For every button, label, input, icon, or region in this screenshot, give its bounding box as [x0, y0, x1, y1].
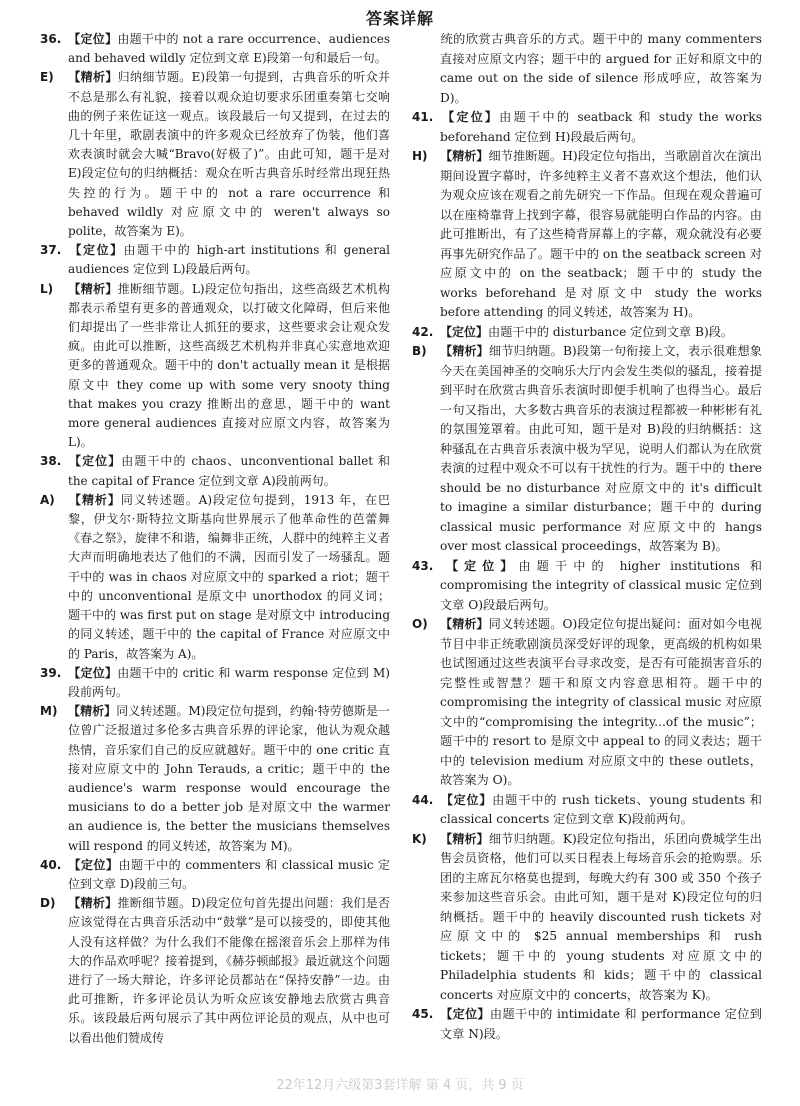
answer-entry: [40, 664, 390, 702]
left-column: [40, 30, 390, 1048]
entry-text: 由题干中的 seatback 和 study the works beforehand 定位到 H)段最后两句。: [440, 110, 762, 144]
entry-tag: 【精析】: [440, 344, 489, 358]
entry-text: 由题干中的 commenters 和 classical music 定位到文章 D)段前三句。: [68, 857, 390, 891]
entry-tag: 【定位】: [68, 454, 122, 469]
entry-label: H): [412, 149, 428, 163]
entry-text: 由题干中的 critic 和 warm response 定位到 M)段前两句。: [68, 665, 390, 699]
entry-label: O): [412, 617, 428, 631]
entry-text: 由题干中的 intimidate 和 performance 定位到文章 N)段。: [440, 1007, 762, 1041]
entry-text: 细节推断题。H)段定位句指出，当歌剧首次在演出期间设置字幕时，许多纯粹主义者不喜欢这个想法，他们认为观众应该在观看之前先研究一下作品。但现在观众普遍可以在座椅靠背上找到字幕，很容易就能明白作品的内容。由此可推断出，有了这些椅背屏幕上的字幕，观众就没有必要再事先研究作品了。题干中的 on the seatback screen 对应原文中的 on the seatback；题干中的 study the works beforehand 是对原文中 study the works before attending 的同义转述，故答案为 H)。: [440, 149, 762, 319]
page-footer: 22年12月六级第3套详解 第 4 页，共 9 页: [276, 1078, 524, 1093]
entry-text: 推断细节题。D)段定位句首先提出问题：我们是否应该觉得在古典音乐活动中“鼓掌”是可以接受的，即使其他人没有这样做？为什么我们不能像在摇滚音乐会上那样为伟大的作品欢呼呢？接着提到，《赫芬顿邮报》最近就这个问题进行了一场大辩论，许多评论员都站在“保持安静”一边。由此可推断，许多评论员认为听众应该安静地去欣赏古典音乐。该段最后两句展示了其中两位评论员的观点，从中也可以看出他们赞成传: [68, 896, 390, 1045]
right-column: [412, 30, 762, 1044]
entry-label: E): [40, 70, 54, 85]
answer-entry: [40, 491, 390, 664]
entry-label: D): [40, 896, 56, 911]
entry-label: 44.: [412, 792, 434, 807]
entry-tag: 【定位】: [440, 792, 493, 807]
answer-entry: [40, 30, 390, 68]
entry-label: 40.: [40, 857, 62, 872]
answer-entry: [40, 702, 390, 856]
answer-entry: [40, 68, 390, 241]
entry-tag: 【精析】: [68, 281, 118, 296]
entry-tag: 【定位】: [440, 110, 500, 124]
entry-text: 由题干中的 not a rare occurrence、audiences and behaved wildly 定位到文章 E)段第一句和最后一句。: [68, 32, 390, 66]
entry-tag: 【定位】: [440, 1007, 490, 1021]
answer-entry: [40, 894, 390, 1048]
answer-entry: [40, 452, 390, 490]
entry-text: 细节归纳题。K)段定位句指出，乐团向费城学生出售会员资格，他们可以买日程表上每场音乐会的抢购票。乐团的主席瓦尔格莫也提到，每晚大约有 300 或 350 个孩子来参加这些音乐会。由此可知，题干是对 K)段定位句的归纳概括。题干中的 heavily discounted rush tickets 对应原文中的 $25 annual memberships 和 rush tickets；题干中的 young students 对应原文中的 Philadelphia students 和 kids；题干中的 classical concerts 对应原文中的 concerts，故答案为 K)。: [440, 831, 762, 1002]
entry-tag: 【定位】: [68, 857, 119, 872]
entry-tag: 【定位】: [68, 665, 118, 680]
answer-entry: [412, 342, 762, 557]
entry-text: 推断细节题。L)段定位句指出，这些高级艺术机构都表示希望有更多的普通观众，以打破文化障碍，但后来他们却提出了一些非常让人抓狂的要求，这些要求会让观众发疯。由此可以推断，这些高级艺术机构并非真心实意地欢迎更多的普通观众。题干中的 don't actually mean it 是根据原文中 they come up with some very snooty thing that makes you crazy 推断出的意思，题干中的 want more general audiences 直接对应原文内容，故答案为 L)。: [68, 281, 390, 450]
entry-text: 由题干中的 chaos、unconventional ballet 和 the capital of France 定位到文章 A)段前两句。: [68, 454, 390, 488]
entry-tag: 【精析】: [68, 704, 117, 719]
entry-text: 由题干中的 high-art institutions 和 general audiences 定位到 L)段最后两句。: [68, 243, 390, 277]
entry-text: 统的欣赏古典音乐的方式。题干中的 many commenters 直接对应原文内容；题干中的 argued for 正好和原文中的 came out on the side of silence 形成呼应，故答案为 D)。: [440, 32, 762, 105]
answer-entry: [412, 30, 762, 108]
entry-label: 39.: [40, 665, 62, 680]
entry-label: B): [412, 344, 427, 358]
entry-text: 细节归纳题。B)段第一句衔接上文，表示很难想象今天在美国神圣的交响乐大厅内会发生类似的骚乱，接着提到平时在欣赏古典音乐表演时即便手机响了也得当心。最后一句又指出，大多数古典音乐的表演过程都被一种彬彬有礼的氛围笼罩着。由此可知，题干是对 B)段的归纳概括：这种骚乱在古典音乐表演中极为罕见，说明人们都认为在欣赏表演的过程中观众不可以有干扰性的行为。题干中的 there should be no disturbance 对应原文中的 it's difficult to imagine a similar disturbance；题干中的 during classical music performance 对应原文中的 hangs over most classical proceedings，故答案为 B)。: [440, 344, 762, 553]
entry-tag: 【定位】: [68, 32, 118, 46]
entry-label: 37.: [40, 243, 62, 258]
entry-tag: 【精析】: [440, 149, 489, 163]
entry-label: 43.: [412, 558, 434, 573]
entry-label: L): [40, 281, 54, 296]
entry-label: M): [40, 704, 58, 719]
answer-entry: [412, 323, 762, 343]
answer-entry: [412, 1005, 762, 1044]
entry-text: 同义转述题。M)段定位句提到，约翰·特劳德斯是一位曾广泛报道过多伦多古典音乐界的评论家，他认为观众越热情，音乐家们自己的反应就越好。题干中的 one critic 直接对应原文中的 John Terauds, a critic；题干中的 the audience's warm response would encourage the musicians to do a better job 是对原文中 the warmer an audience is, the better the musicians themselves will respond 的同义转述，故答案为 M)。: [68, 704, 390, 853]
entry-tag: 【定位】: [440, 558, 519, 573]
entry-label: 42.: [412, 324, 434, 339]
answer-entry: [412, 791, 762, 830]
entry-label: 36.: [40, 32, 62, 46]
entry-tag: 【定位】: [68, 243, 124, 258]
entry-tag: 【精析】: [68, 492, 121, 507]
answer-entry: [412, 830, 762, 1006]
entry-text: 归纳细节题。E)段第一句提到，古典音乐的听众并不总是那么有礼貌，接着以观众迫切要求乐团重奏第七交响曲的例子来佐证这一观点。该段最后一句又提到，在过去的几十年里，歌剧表演中的许多观众已经放弃了伪装，他们喜欢表演时就会大喊“Bravo(好极了)”。由此可知，题干是对 E)段定位句的归纳概括：观众在听古典音乐时经常出现狂热失控的行为。题干中的 not a rare occurrence 和 behaved wildly 对应原文中的 weren't always so polite，故答案为 E)。: [68, 70, 390, 239]
answer-entry: [412, 108, 762, 147]
answer-entry: [40, 280, 390, 453]
entry-label: 45.: [412, 1007, 434, 1021]
answer-entry: [412, 557, 762, 616]
entry-label: 41.: [412, 110, 434, 124]
answer-entry: [40, 241, 390, 279]
answer-entry: [40, 856, 390, 894]
entry-text: 同义转述题。A)段定位句提到，1913 年，在巴黎，伊戈尔·斯特拉文斯基向世界展示了他革命性的芭蕾舞《春之祭》，旋律不和谐，编舞非正统，人群中的纯粹主义者大声而明确地表达了他们的不满，因而引发了一场骚乱。题干中的 was in chaos 对应原文中的 sparked a riot；题干中的 unconventional 是原文中 unorthodox 的同义词；题干中的 was first put on stage 是对原文中 introducing 的同义转述，题干中的 the capital of France 对应原文中的 Paris，故答案为 A)。: [68, 492, 390, 661]
entry-text: 由题干中的 higher institutions 和 compromising the integrity of classical music 定位到文章 O)段最后两句。: [440, 558, 762, 612]
entry-label: K): [412, 831, 427, 846]
answer-entry: [412, 615, 762, 791]
entry-tag: 【定位】: [440, 324, 489, 339]
entry-text: 同义转述题。O)段定位句提出疑问：面对如今电视节目中非正统歌剧演员深受好评的现象，更高级的机构如果也试图通过这些表演平台寻求改变，是否有可能损害音乐的完整性或智慧？题干和原文内容意思相符。题干中的 compromising the integrity of classical music 对应原文中的“compromising the integrity...of the music”；题干中的 resort to 是原文中 appeal to 的同义表达；题干中的 television medium 对应原文中的 these outlets，故答案为 O)。: [440, 617, 762, 787]
entry-tag: 【精析】: [68, 896, 118, 911]
entry-tag: 【精析】: [440, 831, 489, 846]
entry-label: A): [40, 492, 55, 507]
answer-entry: [412, 147, 762, 323]
entry-tag: 【精析】: [68, 70, 118, 85]
page-title: 答案详解: [365, 9, 434, 28]
entry-text: 由题干中的 disturbance 定位到文章 B)段。: [488, 324, 734, 339]
entry-tag: 【精析】: [440, 617, 489, 631]
entry-label: 38.: [40, 454, 62, 469]
entry-text: 由题干中的 rush tickets、young students 和 classical concerts 定位到文章 K)段前两句。: [440, 792, 762, 826]
